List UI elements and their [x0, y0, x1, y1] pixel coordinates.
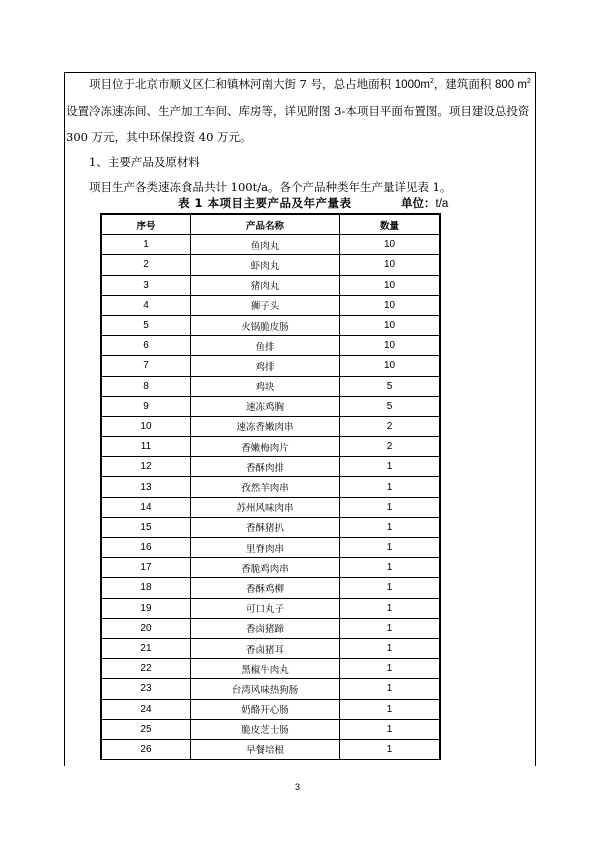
products-table [100, 213, 441, 760]
row-product-name: 鸡排 [190, 356, 339, 376]
row-index: 21 [101, 638, 190, 658]
p1-mid: ，建筑面积 [433, 77, 496, 91]
row-index: 1 [101, 235, 190, 255]
row-index: 18 [101, 578, 190, 598]
table-row [101, 437, 440, 457]
row-quantity: 2 [340, 416, 440, 436]
row-index: 16 [101, 538, 190, 558]
table-row [101, 638, 440, 658]
row-product-name: 火锅脆皮肠 [190, 315, 339, 335]
row-quantity: 1 [340, 517, 440, 537]
row-index: 23 [101, 679, 190, 699]
row-quantity: 1 [340, 699, 440, 719]
table-row [101, 497, 440, 517]
row-quantity: 10 [340, 275, 440, 295]
row-index: 26 [101, 739, 190, 759]
row-product-name: 速冻鸡胸 [190, 396, 339, 416]
row-product-name: 可口丸子 [190, 598, 339, 618]
row-quantity: 10 [340, 315, 440, 335]
table-row [101, 477, 440, 497]
row-index: 11 [101, 437, 190, 457]
row-product-name: 香卤猪蹄 [190, 618, 339, 638]
land-area-sup: 2 [429, 78, 434, 86]
row-product-name: 早餐培根 [190, 739, 339, 759]
land-area-value: 1000m [394, 79, 430, 91]
row-product-name: 狮子头 [190, 295, 339, 315]
table-row [101, 275, 440, 295]
table-unit [401, 195, 448, 211]
row-index: 14 [101, 497, 190, 517]
land-area [395, 79, 434, 91]
table-row [101, 517, 440, 537]
row-quantity: 1 [340, 719, 440, 739]
table-row [101, 376, 440, 396]
project-location-paragraph [66, 71, 532, 150]
row-index: 19 [101, 598, 190, 618]
row-index: 9 [101, 396, 190, 416]
table-row [101, 578, 440, 598]
row-index: 7 [101, 356, 190, 376]
row-product-name: 鸡块 [190, 376, 339, 396]
page-number: 3 [294, 782, 300, 792]
row-quantity: 10 [340, 356, 440, 376]
row-product-name: 猪肉丸 [190, 275, 339, 295]
row-quantity: 1 [340, 638, 440, 658]
row-product-name: 脆皮芝士肠 [190, 719, 339, 739]
table-row [101, 235, 440, 255]
table-row [101, 416, 440, 436]
row-index: 3 [101, 275, 190, 295]
row-quantity: 5 [340, 396, 440, 416]
row-index: 6 [101, 336, 190, 356]
table-row [101, 699, 440, 719]
row-index: 15 [101, 517, 190, 537]
row-index: 20 [101, 618, 190, 638]
row-quantity: 10 [340, 295, 440, 315]
table-row [101, 739, 440, 759]
row-index: 12 [101, 457, 190, 477]
unit-value: t/a [435, 198, 449, 210]
row-index: 13 [101, 477, 190, 497]
row-product-name: 里脊肉串 [190, 538, 339, 558]
table-row [101, 336, 440, 356]
table-row [101, 659, 440, 679]
table-row [101, 679, 440, 699]
row-index: 8 [101, 376, 190, 396]
row-product-name: 鱼排 [190, 336, 339, 356]
table-row [101, 538, 440, 558]
row-quantity: 10 [340, 255, 440, 275]
building-area-value: 800 m [495, 79, 527, 91]
table-caption: 表 1 本项目主要产品及年产量表 [178, 196, 352, 210]
row-product-name: 香酥鸡柳 [190, 578, 339, 598]
header-index: 序号 [101, 214, 190, 235]
table-row [101, 719, 440, 739]
p1-text: 项目位于北京市顺义区仁和镇林河南大街 7 号，总占地面积 [89, 77, 395, 91]
row-index: 2 [101, 255, 190, 275]
row-index: 24 [101, 699, 190, 719]
row-quantity: 1 [340, 538, 440, 558]
building-area-sup: 2 [526, 78, 531, 86]
row-product-name: 香卤猪耳 [190, 638, 339, 658]
row-quantity: 1 [340, 497, 440, 517]
table-row [101, 598, 440, 618]
row-product-name: 香嫩梅肉片 [190, 437, 339, 457]
row-quantity: 2 [340, 437, 440, 457]
table-row [101, 618, 440, 638]
table-row [101, 315, 440, 335]
row-product-name: 虾肉丸 [190, 255, 339, 275]
table-row [101, 295, 440, 315]
row-index: 22 [101, 659, 190, 679]
row-product-name: 香酥肉排 [190, 457, 339, 477]
row-quantity: 1 [340, 578, 440, 598]
row-quantity: 5 [340, 376, 440, 396]
row-product-name: 速冻香嫩肉串 [190, 416, 339, 436]
unit-label: 单位： [401, 196, 436, 210]
row-index: 10 [101, 416, 190, 436]
row-product-name: 孜然羊肉串 [190, 477, 339, 497]
row-quantity: 1 [340, 659, 440, 679]
section-heading: 1、主要产品及原材料 [89, 155, 200, 169]
row-quantity: 1 [340, 457, 440, 477]
table-row [101, 255, 440, 275]
row-product-name: 香脆鸡肉串 [190, 558, 339, 578]
header-product-name: 产品名称 [190, 214, 339, 235]
row-quantity: 1 [340, 679, 440, 699]
production-summary-paragraph: 项目生产各类速冻食品共计 100t/a。各个产品种类年生产量详见表 1。 [89, 180, 452, 194]
row-product-name: 奶酪开心肠 [190, 699, 339, 719]
p1-rest: 设置冷冻速冻间、生产加工车间、库房等，详见附图 3-本项目平面布置图。项目建设总投资 300 万元，其中环保投资 40 万元。 [66, 104, 530, 144]
row-quantity: 1 [340, 739, 440, 759]
building-area [495, 79, 531, 91]
row-index: 5 [101, 315, 190, 335]
row-product-name: 苏州风味肉串 [190, 497, 339, 517]
header-quantity: 数量 [340, 214, 440, 235]
table-row [101, 396, 440, 416]
table-row [101, 558, 440, 578]
row-quantity: 1 [340, 477, 440, 497]
table-row [101, 457, 440, 477]
row-quantity: 1 [340, 558, 440, 578]
row-quantity: 10 [340, 235, 440, 255]
row-quantity: 10 [340, 336, 440, 356]
row-quantity: 1 [340, 598, 440, 618]
row-product-name: 香酥猪扒 [190, 517, 339, 537]
row-product-name: 鱼肉丸 [190, 235, 339, 255]
row-product-name: 黑椒牛肉丸 [190, 659, 339, 679]
row-quantity: 1 [340, 618, 440, 638]
row-index: 25 [101, 719, 190, 739]
table-header-row [101, 214, 440, 235]
table-row [101, 356, 440, 376]
row-index: 4 [101, 295, 190, 315]
row-product-name: 台湾风味热狗肠 [190, 679, 339, 699]
row-index: 17 [101, 558, 190, 578]
